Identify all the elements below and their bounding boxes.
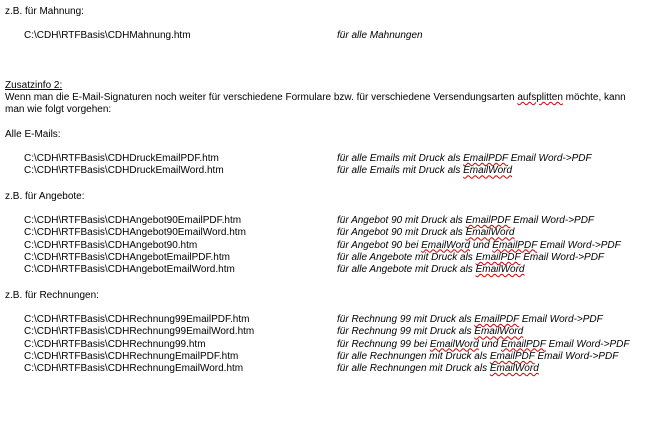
spellcheck-word: EmailWord: [421, 239, 471, 251]
description-text: für Angebot 90 mit Druck als: [337, 227, 466, 239]
spellcheck-word: EmailPDF: [501, 338, 546, 350]
description-text: für Rechnung 99 mit Druck als: [337, 326, 475, 338]
spellcheck-word: EmailWord: [475, 264, 525, 276]
file-description: [337, 240, 621, 252]
description-text: und: [470, 239, 493, 251]
zusatzinfo-text-b: möchte, kann man wie folgt vorgehen:: [5, 92, 626, 115]
description-text: und: [478, 338, 501, 350]
spellcheck-word: EmailWord: [429, 338, 479, 350]
file-description: [337, 351, 618, 363]
file-path: C:\CDH\RTFBasis\CDHRechnung99.htm: [24, 338, 206, 350]
spellcheck-word: EmailPDF: [475, 251, 521, 263]
file-description: [337, 326, 523, 338]
heading-rechnungen: z.B. für Rechnungen:: [5, 290, 99, 301]
file-path: C:\CDH\RTFBasis\CDHRechnung99EmailWord.htm: [24, 326, 255, 338]
spellcheck-word: EmailPDF: [465, 215, 511, 226]
file-path: C:\CDH\RTFBasis\CDHAngebot90EmailWord.htm: [24, 227, 246, 239]
file-description: [337, 339, 629, 351]
spellcheck-word: EmailWord: [463, 165, 513, 177]
description-text: für alle Emails mit Druck als: [337, 153, 464, 164]
description-text: für alle Rechnungen mit Druck als: [337, 350, 490, 362]
description-text: Email Word->PDF: [507, 153, 592, 164]
file-path: C:\CDH\RTFBasis\CDHAngebot90.htm: [24, 239, 198, 251]
spellcheck-word: EmailWord: [489, 363, 539, 375]
zusatzinfo-text-spellcheck: aufsplitten: [517, 92, 563, 103]
zusatzinfo-title: Zusatzinfo 2:: [5, 80, 63, 91]
description-text: für alle Rechnungen mit Druck als: [337, 363, 490, 375]
description-text: für alle Mahnungen: [337, 30, 423, 41]
spellcheck-word: EmailPDF: [489, 350, 535, 362]
description-text: für alle Emails mit Druck als: [337, 165, 464, 177]
file-description: [337, 363, 539, 375]
heading-emails: Alle E-Mails:: [5, 129, 61, 140]
file-description: [337, 227, 514, 239]
description-text: Email Word->PDF: [534, 350, 619, 362]
description-text: Email Word->PDF: [520, 251, 605, 263]
file-description: [337, 252, 604, 264]
file-path: C:\CDH\RTFBasis\CDHAngebotEmailWord.htm: [24, 264, 235, 276]
zusatzinfo-paragraph: [5, 92, 645, 116]
description-text: für alle Angebote mit Druck als: [337, 251, 476, 263]
file-description: [337, 153, 592, 165]
file-path: C:\CDH\RTFBasis\CDHRechnung99EmailPDF.htm: [24, 314, 250, 325]
heading-angebote: z.B. für Angebote:: [5, 191, 85, 202]
heading-mahnung: z.B. für Mahnung:: [5, 6, 84, 17]
file-description: [337, 165, 512, 177]
file-path: C:\CDH\RTFBasis\CDHAngebotEmailPDF.htm: [24, 251, 230, 263]
description-text: für Rechnung 99 mit Druck als: [337, 314, 475, 325]
file-path: C:\CDH\RTFBasis\CDHAngebot90EmailPDF.htm: [24, 215, 242, 226]
description-text: Email Word->PDF: [537, 239, 621, 251]
file-path: C:\CDH\RTFBasis\CDHDruckEmailPDF.htm: [24, 153, 219, 164]
file-description: [337, 30, 423, 42]
file-description: [337, 215, 594, 227]
file-description: [337, 264, 525, 276]
file-description: [337, 314, 603, 326]
description-text: für Rechnung 99 bei: [337, 338, 430, 350]
spellcheck-word: EmailWord: [474, 326, 524, 338]
description-text: Email Word->PDF: [545, 338, 630, 350]
spellcheck-word: EmailWord: [465, 227, 515, 239]
file-path: C:\CDH\RTFBasis\CDHRechnungEmailPDF.htm: [24, 350, 239, 362]
description-text: für Angebot 90 bei: [337, 239, 422, 251]
description-text: für Angebot 90 mit Druck als: [337, 215, 466, 226]
spellcheck-word: EmailPDF: [492, 239, 538, 251]
spellcheck-word: EmailPDF: [474, 314, 520, 325]
description-text: für alle Angebote mit Druck als: [337, 264, 476, 276]
file-path: C:\CDH\RTFBasis\CDHDruckEmailWord.htm: [24, 165, 224, 177]
file-path: C:\CDH\RTFBasis\CDHMahnung.htm: [24, 30, 191, 41]
spellcheck-word: EmailPDF: [463, 153, 508, 164]
zusatzinfo-text-a: Wenn man die E-Mail-Signaturen noch weiter für verschiedene Formulare bzw. für verschiedene Versendungsarten: [5, 92, 518, 103]
file-path: C:\CDH\RTFBasis\CDHRechnungEmailWord.htm: [24, 363, 244, 375]
description-text: Email Word->PDF: [510, 215, 595, 226]
description-text: Email Word->PDF: [519, 314, 603, 325]
